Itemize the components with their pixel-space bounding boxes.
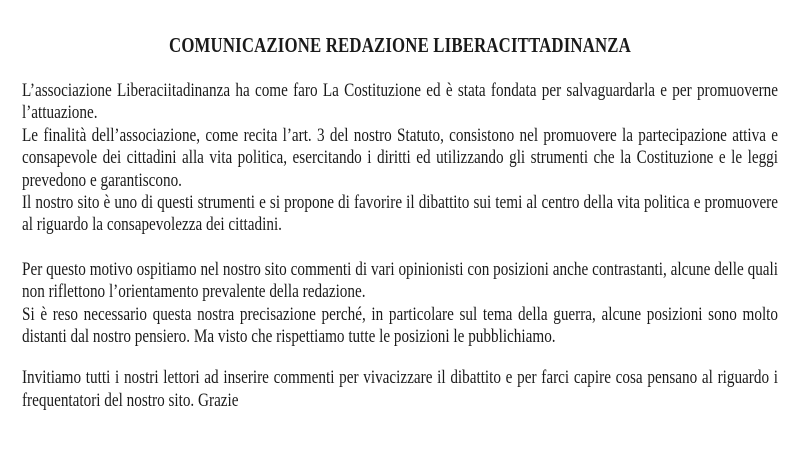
document-content: [22, 0, 778, 412]
document-title: COMUNICAZIONE REDAZIONE LIBERACITTADINANZA: [169, 33, 631, 57]
paragraph-site-purpose: Il nostro sito è uno di questi strumenti e si propone di favorire il dibattito sui temi al centro della vita politica e promuovere al riguardo la consapevolezza dei cittadini.: [22, 192, 778, 236]
paragraph-block-intro: [22, 80, 778, 237]
paragraph-reader-invitation: Invitiamo tutti i nostri lettori ad inserire commenti per vivacizzare il dibattito e per farci capire cosa pensano al riguardo i frequentatori del nostro sito. Grazie: [22, 367, 778, 411]
paragraph-statute-goals: Le finalità dell’associazione, come recita l’art. 3 del nostro Statuto, consistono nel promuovere la partecipazione attiva e consapevole dei cittadini alla vita politica, esercitando i diritti ed utilizzando gli strumenti che la Costituzione e le leggi prevedono e garantiscono.: [22, 124, 778, 191]
paragraph-opinion-diversity: Per questo motivo ospitiamo nel nostro sito commenti di vari opinionisti con posizioni anche contrastanti, alcune delle quali non riflettono l’orientamento prevalente della redazione.: [22, 258, 778, 303]
paragraph-clarification: Si è reso necessario questa nostra precisazione perché, in particolare sul tema della guerra, alcune posizioni sono molto distanti dal nostro pensiero. Ma visto che rispettiamo tutte le posizioni le pubblichiamo.: [22, 303, 778, 348]
paragraph-block-invitation: [22, 367, 778, 412]
paragraph-association-mission: L’associazione Liberaciitadinanza ha come faro La Costituzione ed è stata fondata per salvaguardarla e per promuoverne l’attuazione.: [22, 80, 778, 124]
paragraph-block-editorial-position: [22, 259, 778, 349]
